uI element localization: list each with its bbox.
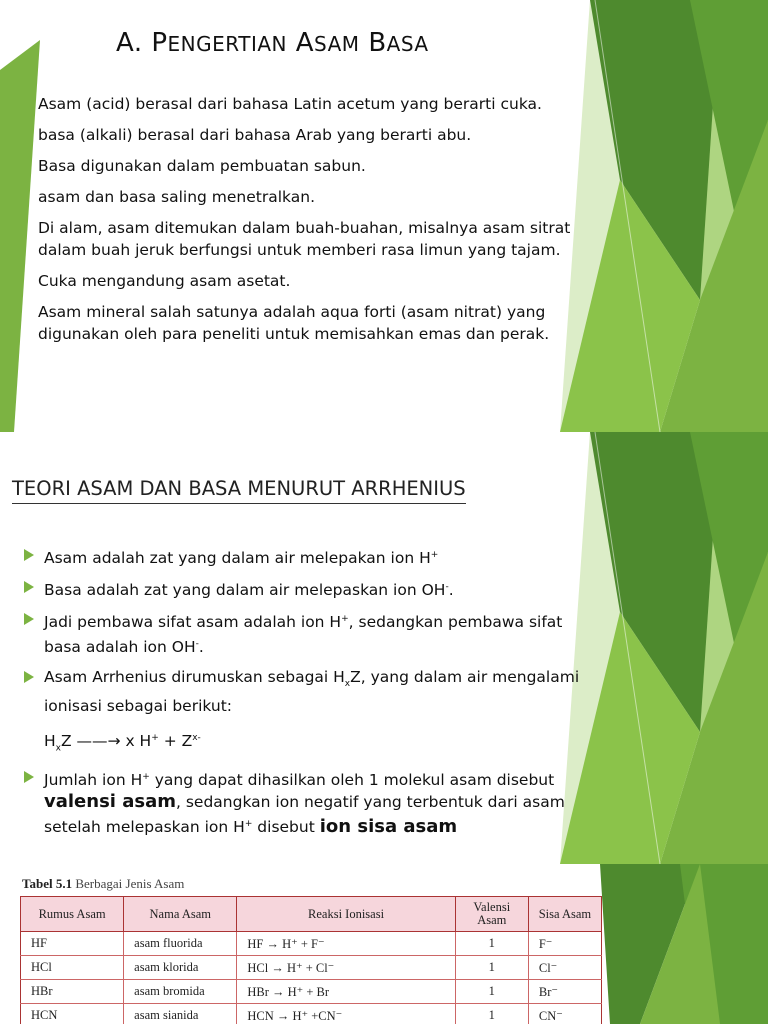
table-header-row — [21, 897, 602, 932]
table-cell: HF → H⁺ + F⁻ — [237, 932, 455, 956]
table-cell: HBr → H⁺ + Br — [237, 980, 455, 1004]
title-word: PENGERTIAN — [151, 28, 287, 58]
column-header: Reaksi Ionisasi — [237, 897, 455, 932]
table-row — [21, 1004, 602, 1024]
list-item: Asam adalah zat yang dalam air melepakan ion H+ — [22, 544, 602, 569]
table-row — [21, 980, 602, 1004]
table-cell: HCl → H⁺ + Cl⁻ — [237, 956, 455, 980]
definition-text — [38, 93, 613, 354]
section-title: TEORI ASAM DAN BASA MENURUT ARRHENIUS — [12, 477, 466, 504]
list-item: Jadi pembawa sifat asam adalah ion H+, sedangkan pembawa sifat basa adalah ion OH-. — [22, 608, 602, 658]
triangle-bullet-icon — [24, 771, 34, 783]
table-cell: F⁻ — [528, 932, 601, 956]
list-item: Basa adalah zat yang dalam air melepaskan ion OH-. — [22, 576, 602, 601]
ionization-formula: $H_xZ$ ——→ x $H^+ + Z^{x-}$ — [44, 731, 201, 753]
paragraph: Asam mineral salah satunya adalah aqua forti (asam nitrat) yang digunakan oleh para peneliti untuk memisahkan emas dan perak. — [38, 303, 550, 343]
paragraph: Basa digunakan dalam pembuatan sabun. — [38, 157, 366, 175]
table-cell: 1 — [455, 932, 528, 956]
table-cell: asam fluorida — [124, 932, 237, 956]
triangle-bullet-icon — [24, 549, 34, 561]
column-header: Sisa Asam — [528, 897, 601, 932]
table-cell: asam bromida — [124, 980, 237, 1004]
column-header: Rumus Asam — [21, 897, 124, 932]
table-cell: Cl⁻ — [528, 956, 601, 980]
table-caption: Tabel 5.1 Berbagai Jenis Asam — [22, 876, 185, 891]
paragraph: asam dan basa saling menetralkan. — [38, 188, 316, 206]
triangle-bullet-icon — [24, 613, 34, 625]
table-cell: HCl — [21, 956, 124, 980]
table-cell: 1 — [455, 980, 528, 1004]
title-word: BASA — [368, 28, 429, 58]
column-header: Nama Asam — [124, 897, 237, 932]
acid-table — [20, 896, 602, 1024]
table-cell: asam sianida — [124, 1004, 237, 1024]
table-row — [21, 932, 602, 956]
table-cell: 1 — [455, 956, 528, 980]
paragraph: Cuka mengandung asam asetat. — [38, 272, 291, 290]
table-cell: HCN → H⁺ +CN⁻ — [237, 1004, 455, 1024]
table-cell: asam klorida — [124, 956, 237, 980]
slide-arrhenius — [0, 432, 768, 864]
table-cell: Br⁻ — [528, 980, 601, 1004]
slide-definition — [0, 0, 768, 432]
table-cell: HBr — [21, 980, 124, 1004]
table-cell: HCN — [21, 1004, 124, 1024]
triangle-bullet-icon — [24, 671, 34, 683]
slide-acid-table — [0, 864, 768, 1024]
column-header: Valensi Asam — [455, 897, 528, 932]
list-item: Asam Arrhenius dirumuskan sebagai $H_xZ$, yang dalam air mengalami ionisasi sebagai berikut: — [22, 666, 602, 717]
paragraph: Asam (acid) berasal dari bahasa Latin acetum yang berarti cuka. — [38, 95, 542, 113]
table-cell: HF — [21, 932, 124, 956]
table-cell: CN⁻ — [528, 1004, 601, 1024]
page-title: A. PENGERTIAN ASAM BASA — [116, 28, 429, 58]
title-word: ASAM — [295, 28, 360, 58]
paragraph: basa (alkali) berasal dari bahasa Arab yang berarti abu. — [38, 126, 472, 144]
paragraph: Di alam, asam ditemukan dalam buah-buahan, misalnya asam sitrat dalam buah jeruk berfungsi untuk memberi rasa limun yang tajam. — [38, 219, 571, 259]
triangle-bullet-icon — [24, 581, 34, 593]
list-item: Jumlah ion H+ yang dapat dihasilkan oleh 1 molekul asam disebut valensi asam, sedangkan ion negatif yang terbentuk dari asam setelah melepaskan ion H+ disebut ion sisa asam — [22, 766, 602, 838]
table-row — [21, 956, 602, 980]
bullet-list — [22, 544, 602, 845]
table-cell: 1 — [455, 1004, 528, 1024]
